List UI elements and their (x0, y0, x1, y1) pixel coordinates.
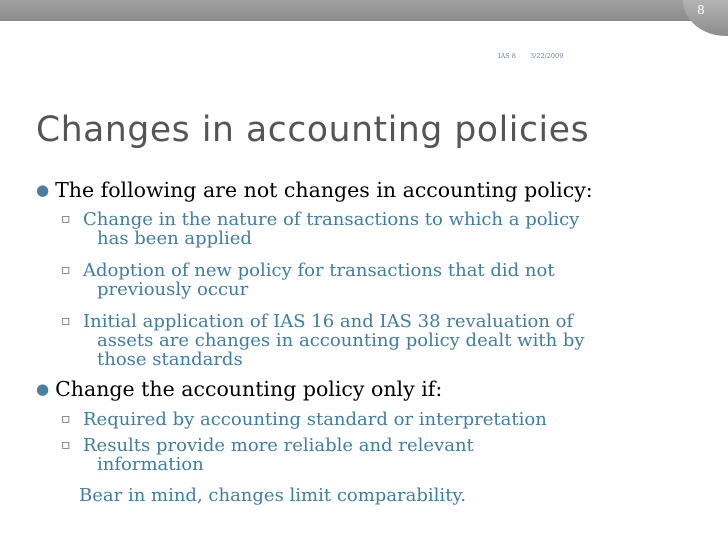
sub-bullet-item (61, 210, 579, 248)
hollow-square-bullet-icon: ▫ (61, 211, 71, 227)
slide-number: 8 (697, 3, 705, 17)
bullet-item (36, 178, 593, 202)
sub-bullet-line: has been applied (97, 228, 252, 249)
hollow-square-bullet-icon: ▫ (61, 262, 71, 278)
sub-bullet-item (61, 410, 547, 429)
filled-circle-bullet-icon: ● (36, 380, 50, 398)
sub-bullet-line: Adoption of new policy for transactions that did not (83, 260, 555, 281)
sub-bullet-line: assets are changes in accounting policy dealt with by (97, 330, 585, 351)
bullet-item (36, 377, 442, 401)
hollow-square-bullet-icon: ▫ (61, 313, 71, 329)
bullet-text: The following are not changes in accounting policy: (55, 178, 593, 202)
closing-note: Bear in mind, changes limit comparability. (79, 485, 466, 506)
filled-circle-bullet-icon: ● (36, 181, 50, 199)
sub-bullet-line: Change in the nature of transactions to which a policy (83, 209, 580, 230)
header-date: 3/22/2009 (530, 52, 564, 60)
top-decorative-bar (0, 0, 728, 21)
header-label: IAS 8 (498, 52, 516, 60)
sub-bullet-item (61, 436, 474, 474)
sub-bullet-line: those standards (97, 349, 243, 370)
slide-title: Changes in accounting policies (36, 110, 590, 150)
sub-bullet-line: information (97, 454, 204, 475)
bullet-text: Change the accounting policy only if: (55, 377, 443, 401)
hollow-square-bullet-icon: ▫ (61, 437, 71, 453)
sub-bullet-item (61, 312, 585, 369)
sub-bullet-line: Results provide more reliable and relevant (83, 435, 474, 456)
slide-header (498, 52, 563, 60)
sub-bullet-item (61, 261, 555, 299)
hollow-square-bullet-icon: ▫ (61, 411, 71, 427)
sub-bullet-line: previously occur (97, 279, 249, 300)
sub-bullet-line: Initial application of IAS 16 and IAS 38 revaluation of (83, 311, 574, 332)
sub-bullet-line: Required by accounting standard or interpretation (83, 409, 547, 430)
